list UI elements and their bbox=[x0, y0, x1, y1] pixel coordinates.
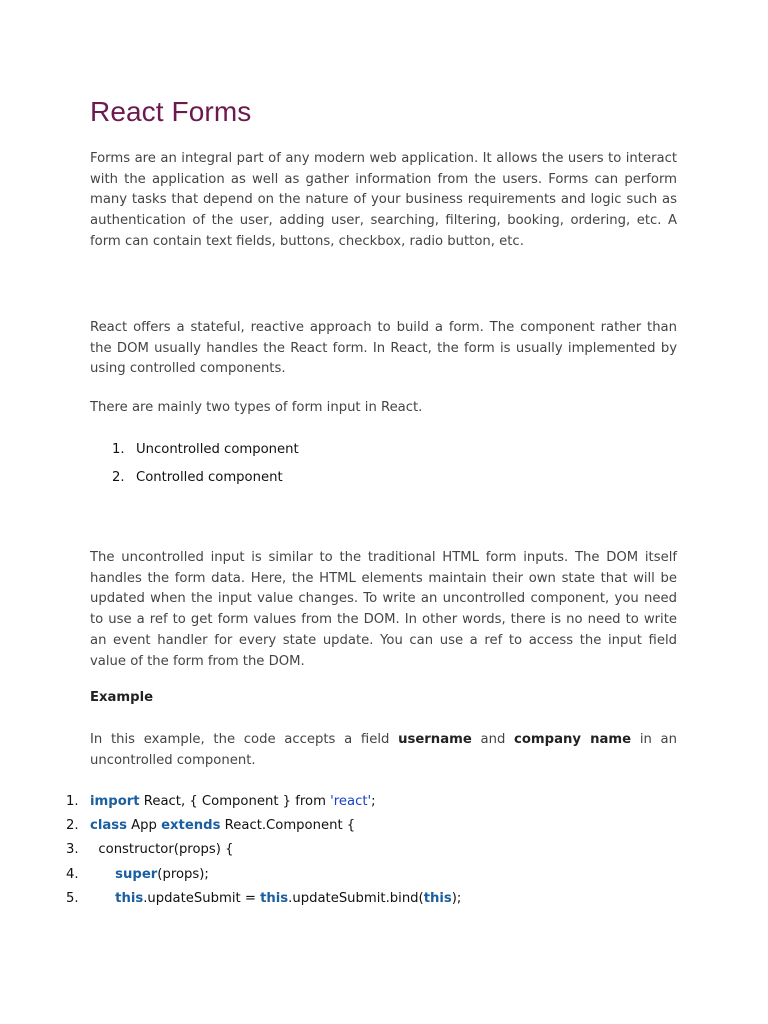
code-listing bbox=[66, 792, 461, 913]
code-keyword: this bbox=[260, 890, 289, 906]
code-line-number: 3. bbox=[66, 842, 79, 858]
code-text: ); bbox=[451, 890, 462, 906]
code-keyword: class bbox=[90, 818, 127, 834]
example-desc-text: In this example, the code accepts a field bbox=[90, 732, 399, 747]
code-text: App bbox=[126, 818, 162, 834]
stateful-paragraph: React offers a stateful, reactive approach to build a form. The component rather than the DOM usually handles the React form. In React, the form is usually implemented by using controlled components. bbox=[90, 320, 677, 377]
code-line bbox=[66, 889, 461, 913]
code-line-number: 4. bbox=[66, 866, 79, 882]
code-text: (props); bbox=[157, 866, 209, 882]
example-heading: Example bbox=[90, 690, 154, 705]
code-line-number: 1. bbox=[66, 794, 79, 809]
code-keyword: this bbox=[115, 890, 144, 906]
example-desc-bold-company-name: company name bbox=[514, 732, 632, 747]
list-item-number: 2. bbox=[112, 470, 125, 485]
code-line bbox=[66, 840, 461, 864]
code-text: constructor(props) { bbox=[90, 842, 234, 858]
code-keyword: extends bbox=[161, 818, 221, 834]
code-line bbox=[66, 816, 461, 840]
example-desc-text: and bbox=[471, 732, 515, 747]
page-title: React Forms bbox=[90, 96, 252, 127]
list-item-number: 1. bbox=[112, 442, 125, 457]
example-description bbox=[90, 730, 677, 771]
intro-paragraph: Forms are an integral part of any modern web application. It allows the users to interact with the application as well as gather information from the users. Forms can perform many tasks that depend on the nature of your business requirements and logic such as authentication of the user, adding user, searching, filtering, booking, ordering, etc. A form can contain text fields, buttons, checkbox, radio button, etc. bbox=[90, 151, 677, 249]
code-text bbox=[90, 891, 115, 906]
code-string: 'react' bbox=[330, 794, 372, 809]
list-item bbox=[112, 440, 299, 468]
code-keyword: super bbox=[115, 866, 158, 882]
code-text: ; bbox=[371, 794, 376, 809]
list-item-text: Uncontrolled component bbox=[136, 442, 299, 457]
code-line-number: 2. bbox=[66, 818, 79, 834]
code-line-number: 5. bbox=[66, 890, 79, 906]
code-text: .updateSubmit.bind( bbox=[288, 890, 424, 906]
example-desc-bold-username: username bbox=[398, 732, 472, 747]
uncontrolled-paragraph: The uncontrolled input is similar to the traditional HTML form inputs. The DOM itself handles the form data. Here, the HTML elements maintain their own state that will be updated when the input value changes. To write an uncontrolled component, you need to use a ref to get form values from the DOM. In other words, there is no need to write an event handler for every state update. You can use a ref to access the input field value of the form from the DOM. bbox=[90, 550, 677, 669]
code-line bbox=[66, 865, 461, 889]
code-text: React, { Component } from bbox=[139, 794, 331, 809]
code-text: .updateSubmit = bbox=[143, 890, 261, 906]
list-item-text: Controlled component bbox=[136, 470, 283, 485]
code-line bbox=[66, 792, 461, 816]
form-input-types-list bbox=[112, 440, 299, 496]
code-text bbox=[90, 867, 115, 882]
code-keyword: this bbox=[423, 890, 452, 906]
code-keyword: import bbox=[90, 794, 140, 809]
code-text: React.Component { bbox=[220, 818, 356, 834]
types-intro-paragraph: There are mainly two types of form input in React. bbox=[90, 400, 423, 415]
example-desc-text: in an uncontrolled component. bbox=[90, 732, 677, 768]
list-item bbox=[112, 468, 299, 496]
